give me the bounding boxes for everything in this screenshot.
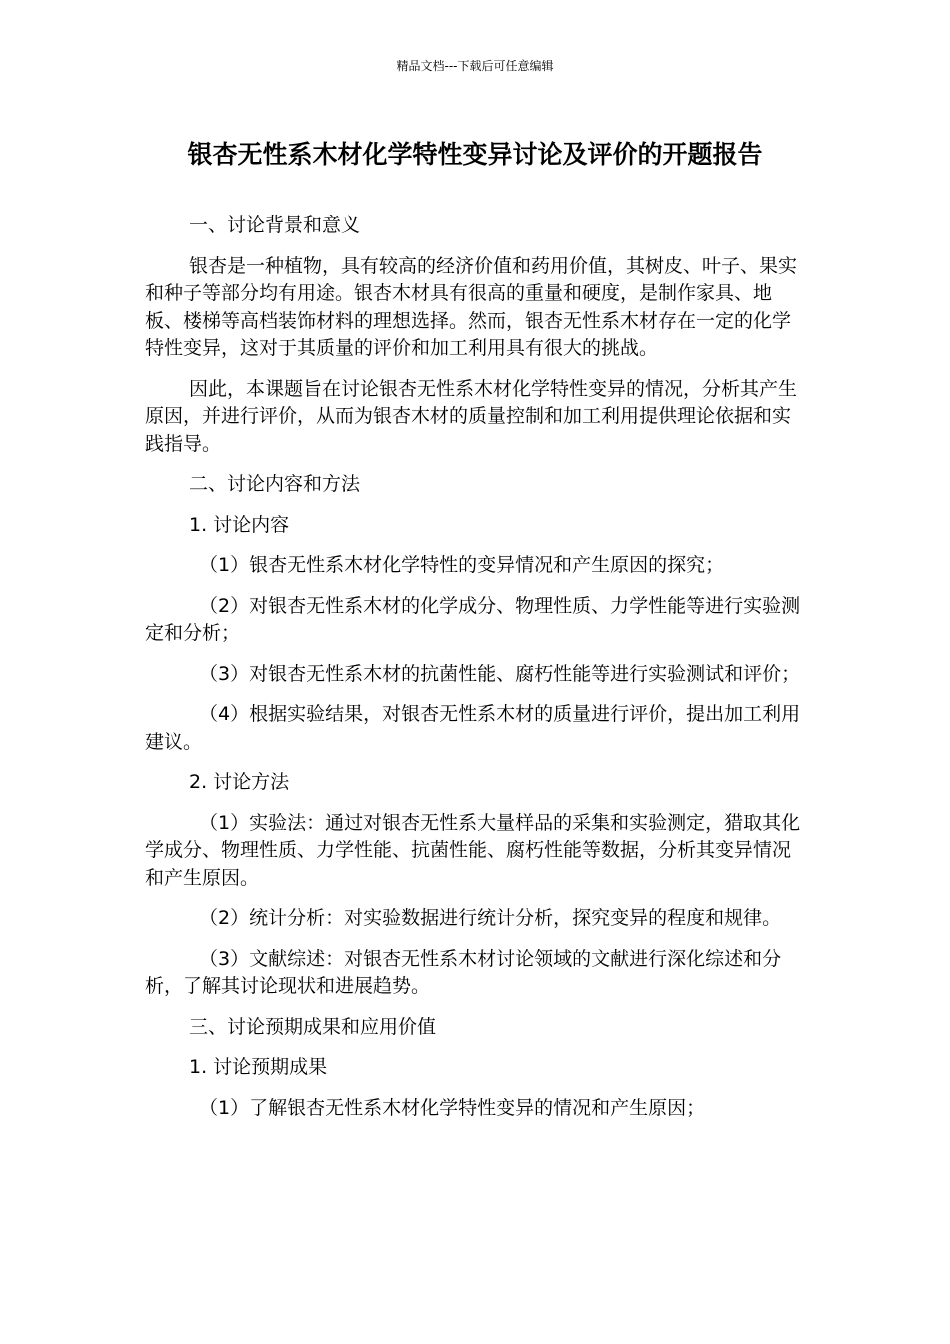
subheading-content: 1. 讨论内容 [189, 513, 290, 536]
method-item-2: （2）统计分析：对实验数据进行统计分析，探究变异的程度和规律。 [199, 907, 782, 929]
document-title: 银杏无性系木材化学特性变异讨论及评价的开题报告 [187, 140, 763, 169]
subheading-expected-results: 1. 讨论预期成果 [189, 1056, 328, 1078]
section-heading-content-methods: 二、讨论内容和方法 [189, 473, 361, 495]
method-item-1: （1）实验法：通过对银杏无性系大量样品的采集和实验测定，猎取其化学成分、物理性质、力学性能、抗菌性能、腐朽性能等数据，分析其变异情况和产生原因。 [145, 811, 801, 889]
paragraph-purpose: 因此，本课题旨在讨论银杏无性系木材化学特性变异的情况，分析其产生原因，并进行评价，从而为银杏木材的质量控制和加工利用提供理论依据和实践指导。 [145, 377, 798, 455]
content-item-3: （3）对银杏无性系木材的抗菌性能、腐朽性能等进行实验测试和评价； [199, 662, 801, 685]
section-heading-results: 三、讨论预期成果和应用价值 [189, 1015, 437, 1038]
subheading-methods: 2. 讨论方法 [189, 771, 290, 793]
header-note: 精品文档---下载后可任意编辑 [396, 59, 554, 73]
document-body [145, 212, 807, 1135]
content-item-4: （4）根据实验结果，对银杏无性系木材的质量进行评价，提出加工利用建议。 [145, 703, 801, 753]
method-item-3: （3）文献综述：对银杏无性系木材讨论领域的文献进行深化综述和分析，了解其讨论现状和进展趋势。 [145, 947, 782, 997]
paragraph-background: 银杏是一种植物，具有较高的经济价值和药用价值，其树皮、叶子、果实和种子等部分均有用途。银杏木材具有很高的重量和硬度，是制作家具、地板、楼梯等高档装饰材料的理想选择。然而，银杏无性系木材存在一定的化学特性变异，这对于其质量的评价和加工利用具有很大的挑战。 [145, 254, 798, 359]
result-item-1: （1）了解银杏无性系木材化学特性变异的情况和产生原因； [199, 1096, 706, 1119]
section-heading-background: 一、讨论背景和意义 [189, 214, 361, 236]
content-item-1: （1）银杏无性系木材化学特性的变异情况和产生原因的探究； [199, 554, 725, 576]
content-item-2: （2）对银杏无性系木材的化学成分、物理性质、力学性能等进行实验测定和分析； [145, 594, 801, 644]
